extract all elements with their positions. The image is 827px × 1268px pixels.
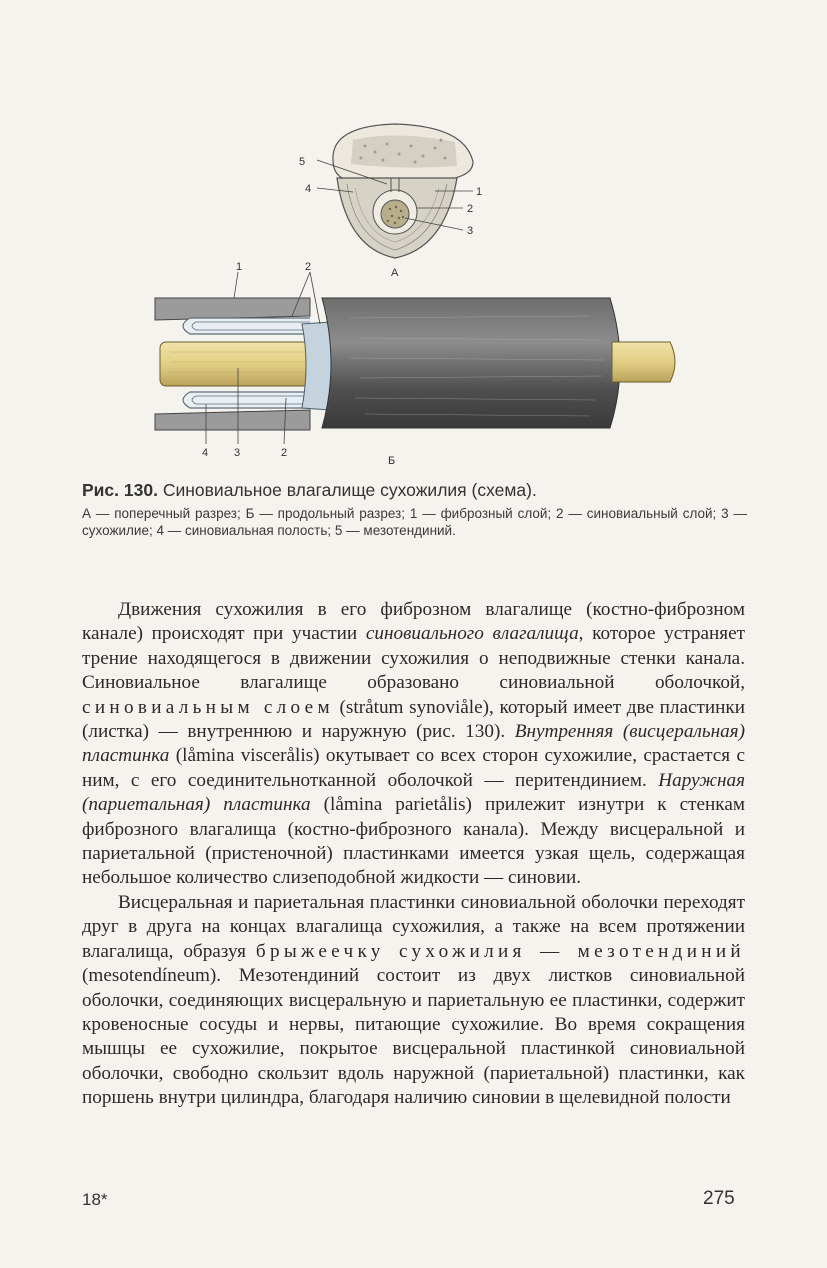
synovial-fold-bottom [183, 392, 310, 408]
fig-b-label-4: 4 [202, 447, 209, 459]
text-run: Движения сухожилия в его фиброзном влагалище (костно-фиброзном канале) происходят при участии [82, 599, 745, 645]
fig-a-title: А [391, 267, 399, 279]
synovial-fold-top [183, 318, 310, 334]
text-run: Висцеральная и париетальная пластинки синовиальной оболочки переходят друг в друга на концах влагалища сухожилия, а также на всем протяжении влагалища, образуя [82, 891, 745, 962]
fig-a-label-4: 4 [305, 183, 312, 195]
text-run: (stråtum synoviåle), который имеет две пластинки (листка) — внутреннюю и наружную (рис. 130). [82, 696, 745, 743]
figure-caption-title [82, 480, 762, 501]
paragraph-1 [82, 598, 745, 891]
signature-mark: 18* [82, 1190, 108, 1209]
spaced-term: синовиальным слоем [82, 696, 334, 718]
figure-legend: А — поперечный разрез; Б — продольный разрез; 1 — фиброзный слой; 2 — синовиальный слой; 3 — сухожилие; 4 — синовиальная полость; 5 — мезотендиний. [82, 506, 747, 538]
fig-b-label-2-bottom: 2 [281, 447, 288, 459]
fibrous-layer-bottom [155, 410, 310, 430]
fig-a-label-3: 3 [467, 225, 474, 237]
fig-b-label-3: 3 [234, 447, 241, 459]
fig-a-label-1: 1 [476, 186, 483, 198]
figure-title: Синовиальное влагалище сухожилия (схема). [162, 480, 537, 500]
fig-b-label-2-top: 2 [305, 261, 312, 273]
text-run: (mesotendíneum). Мезотендиний состоит из двух листков синовиальной оболочки, соединяющих висцеральную и париетальную ее пластинки, содержит кровеносные сосуды и нервы, питающие сухожилие. Во время сокращения мышцы ее сухожилие, покрытое висцеральной пластинкой синовиальной оболочки, свободно скользит вдоль наружной (париетальной) пластинки, как поршень внутри цилиндра, благодаря наличию синовии в щелевидной полости [82, 965, 745, 1109]
text-run: (låmina viscerålis) окутывает со всех сторон сухожилие, срастается с ним, с его соединительнотканной оболочкой — перитендинием. [82, 745, 745, 791]
fig-b-title: Б [388, 455, 396, 467]
tendon-right [612, 342, 675, 382]
fig-a-label-5: 5 [299, 156, 306, 168]
fig-b-label-1: 1 [236, 261, 243, 273]
paragraph-2 [82, 891, 745, 1111]
italic-term: синовиального влагалища [365, 623, 579, 645]
text-run: , которое устраняет трение находящегося в движении сухожилия о неподвижные стенки канала. Синовиальное влагалище образовано синовиальной оболочкой, [82, 623, 745, 694]
spaced-term: брыжеечку сухожилия — мезотендиний [255, 940, 745, 962]
figure-b-longitudinal-section [150, 258, 690, 468]
tendon-left [160, 342, 310, 386]
italic-term: Внутренняя (висцеральная) пластинка [82, 721, 745, 767]
figure-number: Рис. 130. [82, 480, 158, 500]
fig-a-label-2: 2 [467, 203, 474, 215]
body-text [82, 598, 745, 1111]
fibrous-layer-top [155, 298, 310, 320]
page-number: 275 [703, 1188, 735, 1209]
fibrous-cylinder [322, 298, 620, 428]
text-run: (låmina parietålis) прилежит изнутри к стенкам фиброзного влагалища (костно-фиброзного канала). Между висцеральной и париетальной (пристеночной) пластинками имеется узкая щель, содержащая небольшое количество слизеподобной жидкости — синовии. [82, 794, 745, 889]
italic-term: Наружная (париетальная) пластинка [82, 769, 745, 816]
